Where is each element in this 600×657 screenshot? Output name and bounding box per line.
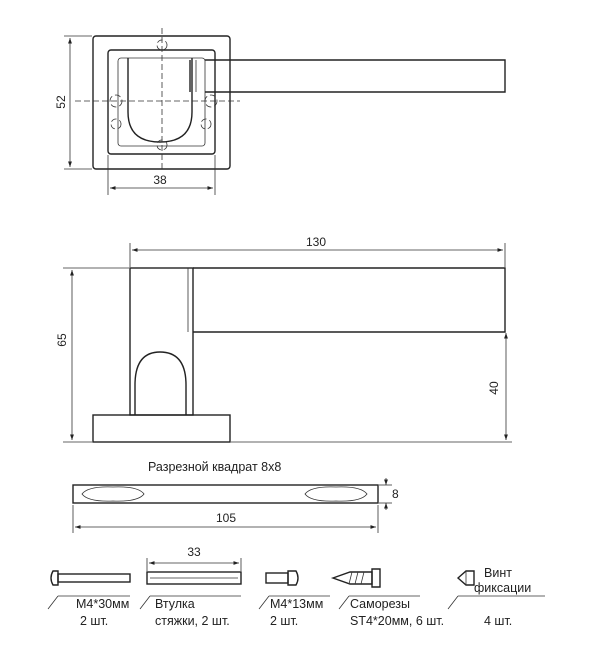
part-4-qty: ST4*20мм, 6 шт.	[350, 614, 445, 628]
spindle-title: Разрезной квадрат 8х8	[148, 460, 282, 474]
neck-outline	[128, 58, 192, 142]
dim-lever-height: 40	[487, 381, 501, 395]
side-view	[63, 243, 512, 442]
dim-spindle-thickness: 8	[392, 487, 399, 501]
part-3-name: М4*13мм	[270, 597, 324, 611]
spindle-slot	[82, 487, 144, 501]
part-5-name-line2: фиксации	[474, 581, 532, 595]
part-4-name: Саморезы	[350, 597, 411, 611]
neck	[130, 268, 193, 415]
rosette-outline	[93, 36, 230, 169]
neck-curve	[135, 352, 186, 415]
dim-lever-length: 130	[305, 235, 327, 249]
part-5-qty: 4 шт.	[484, 614, 513, 628]
spindle-slot	[305, 487, 367, 501]
dim-top-height: 52	[54, 95, 68, 109]
spindle-bar	[73, 485, 378, 503]
rosette-inner	[108, 50, 215, 154]
lever-top	[205, 60, 505, 92]
rosette-base	[93, 415, 230, 442]
part-5-name-line1: Винт	[484, 566, 512, 580]
top-view	[64, 28, 505, 195]
lever-side	[193, 268, 505, 332]
dim-sleeve-length: 33	[187, 545, 201, 559]
dim-top-width: 38	[153, 173, 167, 187]
part-3-qty: 2 шт.	[270, 614, 299, 628]
part-1-name: М4*30мм	[76, 597, 130, 611]
part-1-qty: 2 шт.	[80, 614, 109, 628]
screw-hole	[201, 119, 211, 129]
dim-total-height: 65	[55, 333, 69, 347]
part-2-qty: стяжки, 2 шт.	[155, 614, 230, 628]
dim-spindle-length: 105	[215, 511, 237, 525]
part-2-name: Втулка	[155, 597, 195, 611]
screw-hole	[111, 119, 121, 129]
